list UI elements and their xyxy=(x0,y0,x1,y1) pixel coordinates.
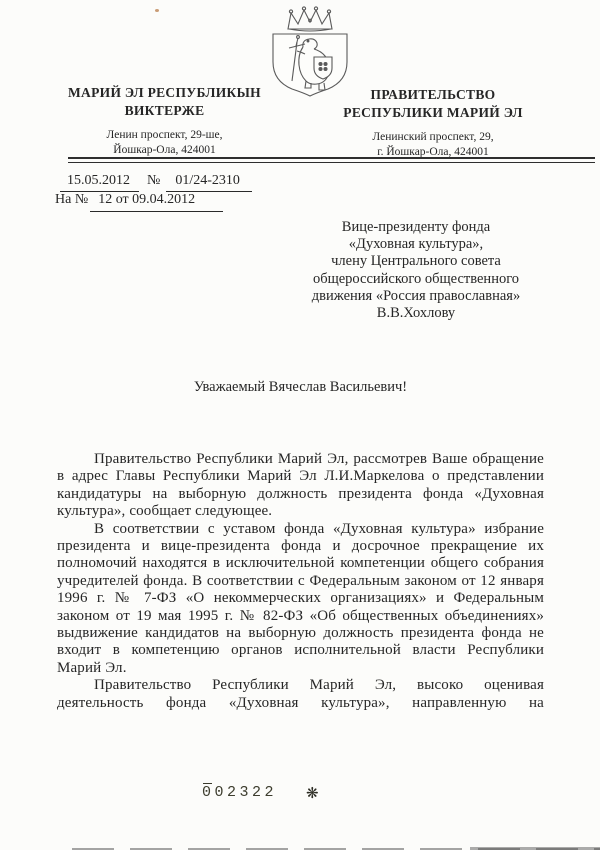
stamp-number: 002322 xyxy=(202,784,278,801)
body-paragraph: В соответствии с уставом фонда «Духовная культура» избрание президента и вице-президента фонда и досрочное прекращение их полномочий находятся в исключительной компетенции общего собрания учредителей фонда. В соответствии с Федеральным законом от 12 января 1996 г. № 7-ФЗ «О некоммерческих организациях» и Федеральным законом от 19 мая 1995 г. № 82-ФЗ «Об общественных объединениях» выдвижение кандидатов на выборную должность президента фонда не входит в компетенцию органов исполнительной власти Республики Марий Эл. xyxy=(57,520,544,676)
body-paragraph: Правительство Республики Марий Эл, высоко оценивая деятельность фонда «Духовная культура», направленную на xyxy=(57,677,544,711)
org-government-title-line2: РЕСПУБЛИКИ МАРИЙ ЭЛ xyxy=(343,105,523,120)
org-mari-address xyxy=(52,128,277,158)
body-paragraph: Правительство Республики Марий Эл, рассмотрев Ваше обращение в адрес Главы Республики Марий Эл Л.И.Маркелова о представлении кандидатуры на выборную должность президента фонда «Духовная культура», сообщает следующее. xyxy=(57,451,544,520)
recipient-line: «Духовная культура», xyxy=(348,236,484,253)
org-block-government xyxy=(318,86,548,160)
reference-line-outgoing xyxy=(60,172,252,192)
org-mari-address-line1: Ленин проспект, 29-ше, xyxy=(106,129,223,141)
org-government-address-line2: г. Йошкар-Ола, 424001 xyxy=(377,146,489,158)
org-mari-title-line1: МАРИЙ ЭЛ РЕСПУБЛИКЫН xyxy=(68,85,261,100)
recipient-line: движения «Россия православная» xyxy=(311,287,521,304)
outgoing-number: 01/24-2310 xyxy=(166,172,252,192)
reply-label: На № xyxy=(55,192,89,207)
reference-line-reply xyxy=(55,191,223,212)
org-government-address-line1: Ленинский проспект, 29, xyxy=(372,131,494,143)
header-divider xyxy=(68,157,595,163)
letter-body xyxy=(57,451,544,712)
coat-of-arms-icon xyxy=(256,2,364,98)
recipient-line: общероссийского общественного xyxy=(312,270,520,287)
recipient-name: В.В.Хохлову xyxy=(376,305,456,322)
scan-speck xyxy=(155,9,159,12)
recipient-line: Вице-президенту фонда xyxy=(341,219,491,235)
org-government-address xyxy=(318,130,548,160)
reply-number: 12 от 09.04.2012 xyxy=(90,191,223,212)
org-government-title xyxy=(318,86,548,122)
org-mari-title xyxy=(52,84,277,120)
recipient-block xyxy=(285,219,547,322)
letter-date: 15.05.2012 xyxy=(60,172,139,192)
org-mari-address-line2: Йошкар-Ола, 424001 xyxy=(113,144,216,156)
org-government-title-line1: ПРАВИТЕЛЬСТВО xyxy=(370,87,496,102)
org-block-mari xyxy=(52,84,277,158)
salutation: Уважаемый Вячеслав Васильевич! xyxy=(193,379,408,395)
number-sign: № xyxy=(147,173,161,188)
recipient-line: члену Центрального совета xyxy=(331,253,501,270)
stamp-asterisk-icon: ❋ xyxy=(306,784,319,802)
org-mari-title-line2: ВИКТЕРЖЕ xyxy=(124,103,205,118)
